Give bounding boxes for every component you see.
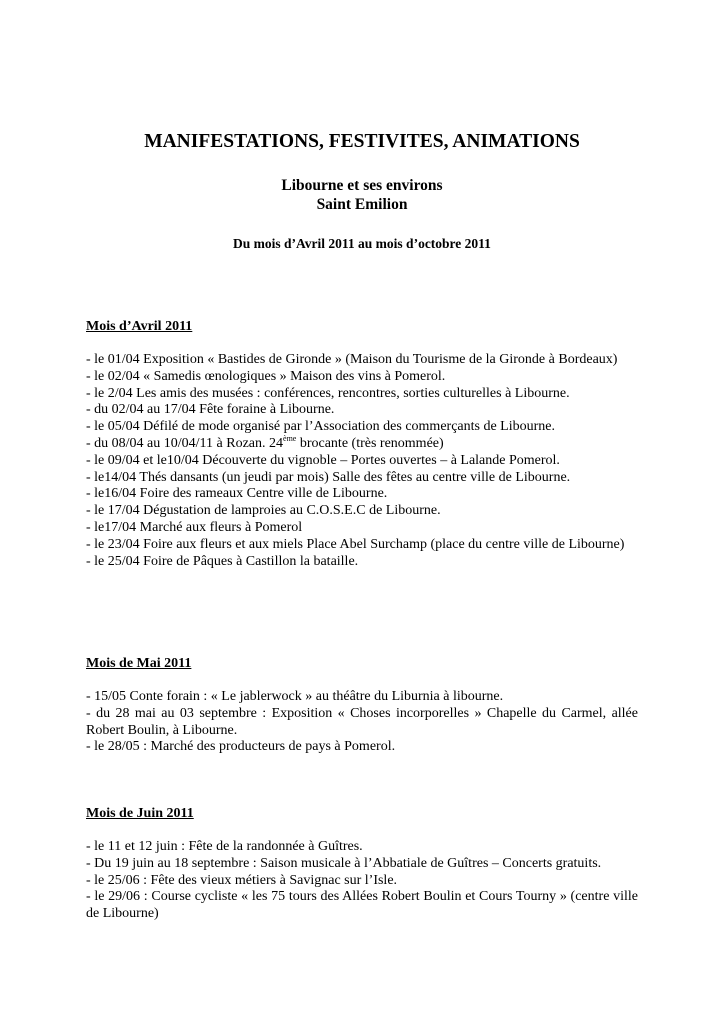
section-avril [86, 318, 638, 570]
list-item: - le14/04 Thés dansants (un jeudi par mois) Salle des fêtes au centre ville de Libourne. [86, 469, 571, 485]
list-item: - le 28/05 : Marché des producteurs de pays à Pomerol. [86, 739, 396, 755]
list-item: - le 09/04 et le10/04 Découverte du vignoble – Portes ouvertes – à Lalande Pomerol. [86, 452, 560, 468]
list-item: - le 23/04 Foire aux fleurs et aux miels Place Abel Surchamp (place du centre ville de Libourne) [86, 536, 625, 552]
list-item: - du 02/04 au 17/04 Fête foraine à Libourne. [86, 402, 335, 418]
list-item: - le 25/06 : Fête des vieux métiers à Savignac sur l’Isle. [86, 872, 398, 888]
list-item: - le 11 et 12 juin : Fête de la randonnée à Guîtres. [86, 839, 363, 854]
list-item: - le 25/04 Foire de Pâques à Castillon la bataille. [86, 553, 359, 569]
item-text: - du 08/04 au 10/04/11 à Rozan. 24 [86, 435, 284, 451]
list-item: - le 02/04 « Samedis œnologiques » Maison des vins à Pomerol. [86, 368, 446, 384]
list-item: - le 29/06 : Course cycliste « les 75 tours des Allées Robert Boulin et Cours Tourny » (centre ville de Libourne) [86, 889, 638, 922]
document-title: MANIFESTATIONS, FESTIVITES, ANIMATIONS [144, 131, 580, 152]
ordinal-suffix: ème [283, 433, 297, 443]
list-item: - 15/05 Conte forain : « Le jablerwock » au théâtre du Liburnia à libourne. [86, 689, 504, 704]
list-item: - le17/04 Marché aux fleurs à Pomerol [86, 519, 303, 535]
subtitle-libourne: Libourne et ses environs [281, 177, 443, 194]
period-line: Du mois d’Avril 2011 au mois d’octobre 2011 [233, 236, 491, 251]
list-item: - Du 19 juin au 18 septembre : Saison musicale à l’Abbatiale de Guîtres – Concerts gratuits. [86, 855, 602, 871]
item-text: brocante (très renommée) [296, 435, 444, 451]
section-heading: Mois d’Avril 2011 [86, 319, 193, 334]
list-item: - le 05/04 Défilé de mode organisé par l’Association des commerçants de Libourne. [86, 419, 555, 435]
section-heading: Mois de Mai 2011 [86, 656, 192, 671]
section-heading: Mois de Juin 2011 [86, 806, 194, 821]
list-item: - le 2/04 Les amis des musées : conférences, rencontres, sorties culturelles à Libourne. [86, 385, 570, 401]
list-item: - le16/04 Foire des rameaux Centre ville de Libourne. [86, 486, 388, 502]
section-mai [86, 655, 638, 756]
list-item: - le 17/04 Dégustation de lamproies au C.O.S.E.C de Libourne. [86, 503, 441, 519]
list-item [86, 433, 638, 453]
list-item: - du 28 mai au 03 septembre : Exposition « Choses incorporelles » Chapelle du Carmel, allée Robert Boulin, à Libourne. [86, 705, 638, 738]
subtitle-saint-emilion: Saint Emilion [316, 196, 408, 213]
list-item: - le 01/04 Exposition « Bastides de Gironde » (Maison du Tourisme de la Gironde à Bordeaux) [86, 352, 618, 367]
section-juin [86, 805, 638, 923]
